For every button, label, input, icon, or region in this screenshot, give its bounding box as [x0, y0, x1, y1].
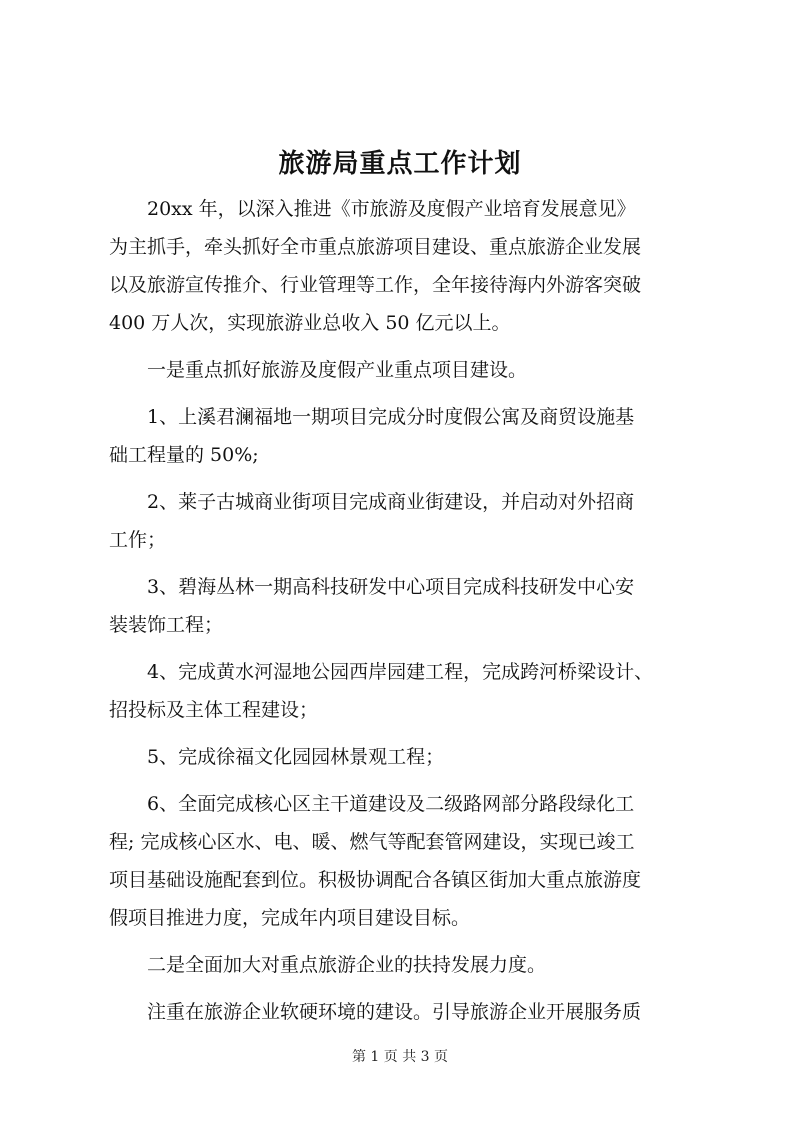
paragraph-item-4: [109, 653, 715, 729]
paragraph-intro: [109, 190, 715, 342]
paragraph-heading-one: [109, 351, 715, 389]
paragraph-heading-two: [109, 946, 715, 984]
text-line: 400 万人次，实现旅游业总收入 50 亿元以上。: [109, 312, 511, 334]
text-line: 招投标及主体工程建设；: [109, 699, 319, 721]
paragraph-item-6: [109, 785, 715, 937]
text-line: 工作；: [109, 529, 167, 551]
document-body: [109, 190, 715, 1031]
text-line: 装装饰工程；: [109, 614, 224, 636]
text-line: 项目基础设施配套到位。积极协调配合各镇区街加大重点旅游度: [109, 869, 642, 891]
text-line: 4、完成黄水河湿地公园西岸园建工程，完成跨河桥梁设计、: [147, 661, 654, 683]
document-title: 旅游局重点工作计划: [278, 149, 522, 179]
paragraph-item-3: [109, 568, 715, 644]
text-line: 1、上溪君澜福地一期项目完成分时度假公寓及商贸设施基: [147, 406, 635, 428]
text-line: 注重在旅游企业软硬环境的建设。引导旅游企业开展服务质: [147, 1001, 642, 1023]
paragraph-item-1: [109, 398, 715, 474]
page-number: 第 1 页 共 3 页: [351, 1049, 449, 1065]
text-line: 假项目推进力度，完成年内项目建设目标。: [109, 907, 471, 929]
text-line: 础工程量的 50%;: [109, 444, 259, 466]
text-line: 一是重点抓好旅游及度假产业重点项目建设。: [147, 359, 528, 381]
text-line: 3、碧海丛林一期高科技研发中心项目完成科技研发中心安: [147, 576, 635, 598]
paragraph-enterprise: [109, 993, 715, 1031]
text-line: 为主抓手，牵头抓好全市重点旅游项目建设、重点旅游企业发展: [109, 236, 642, 258]
text-line: 6、全面完成核心区主干道建设及二级路网部分路段绿化工: [147, 793, 635, 815]
text-line: 二是全面加大对重点旅游企业的扶持发展力度。: [147, 954, 547, 976]
text-line: 20xx 年，以深入推进《市旅游及度假产业培育发展意见》: [147, 198, 636, 220]
text-line: 程; 完成核心区水、电、暖、燃气等配套管网建设，实现已竣工: [109, 831, 635, 853]
text-line: 以及旅游宣传推介、行业管理等工作，全年接待海内外游客突破: [109, 274, 642, 296]
text-line: 2、莱子古城商业街项目完成商业街建设，并启动对外招商: [147, 491, 635, 513]
paragraph-item-5: [109, 738, 715, 776]
text-line: 5、完成徐福文化园园林景观工程；: [147, 746, 445, 768]
paragraph-item-2: [109, 483, 715, 559]
